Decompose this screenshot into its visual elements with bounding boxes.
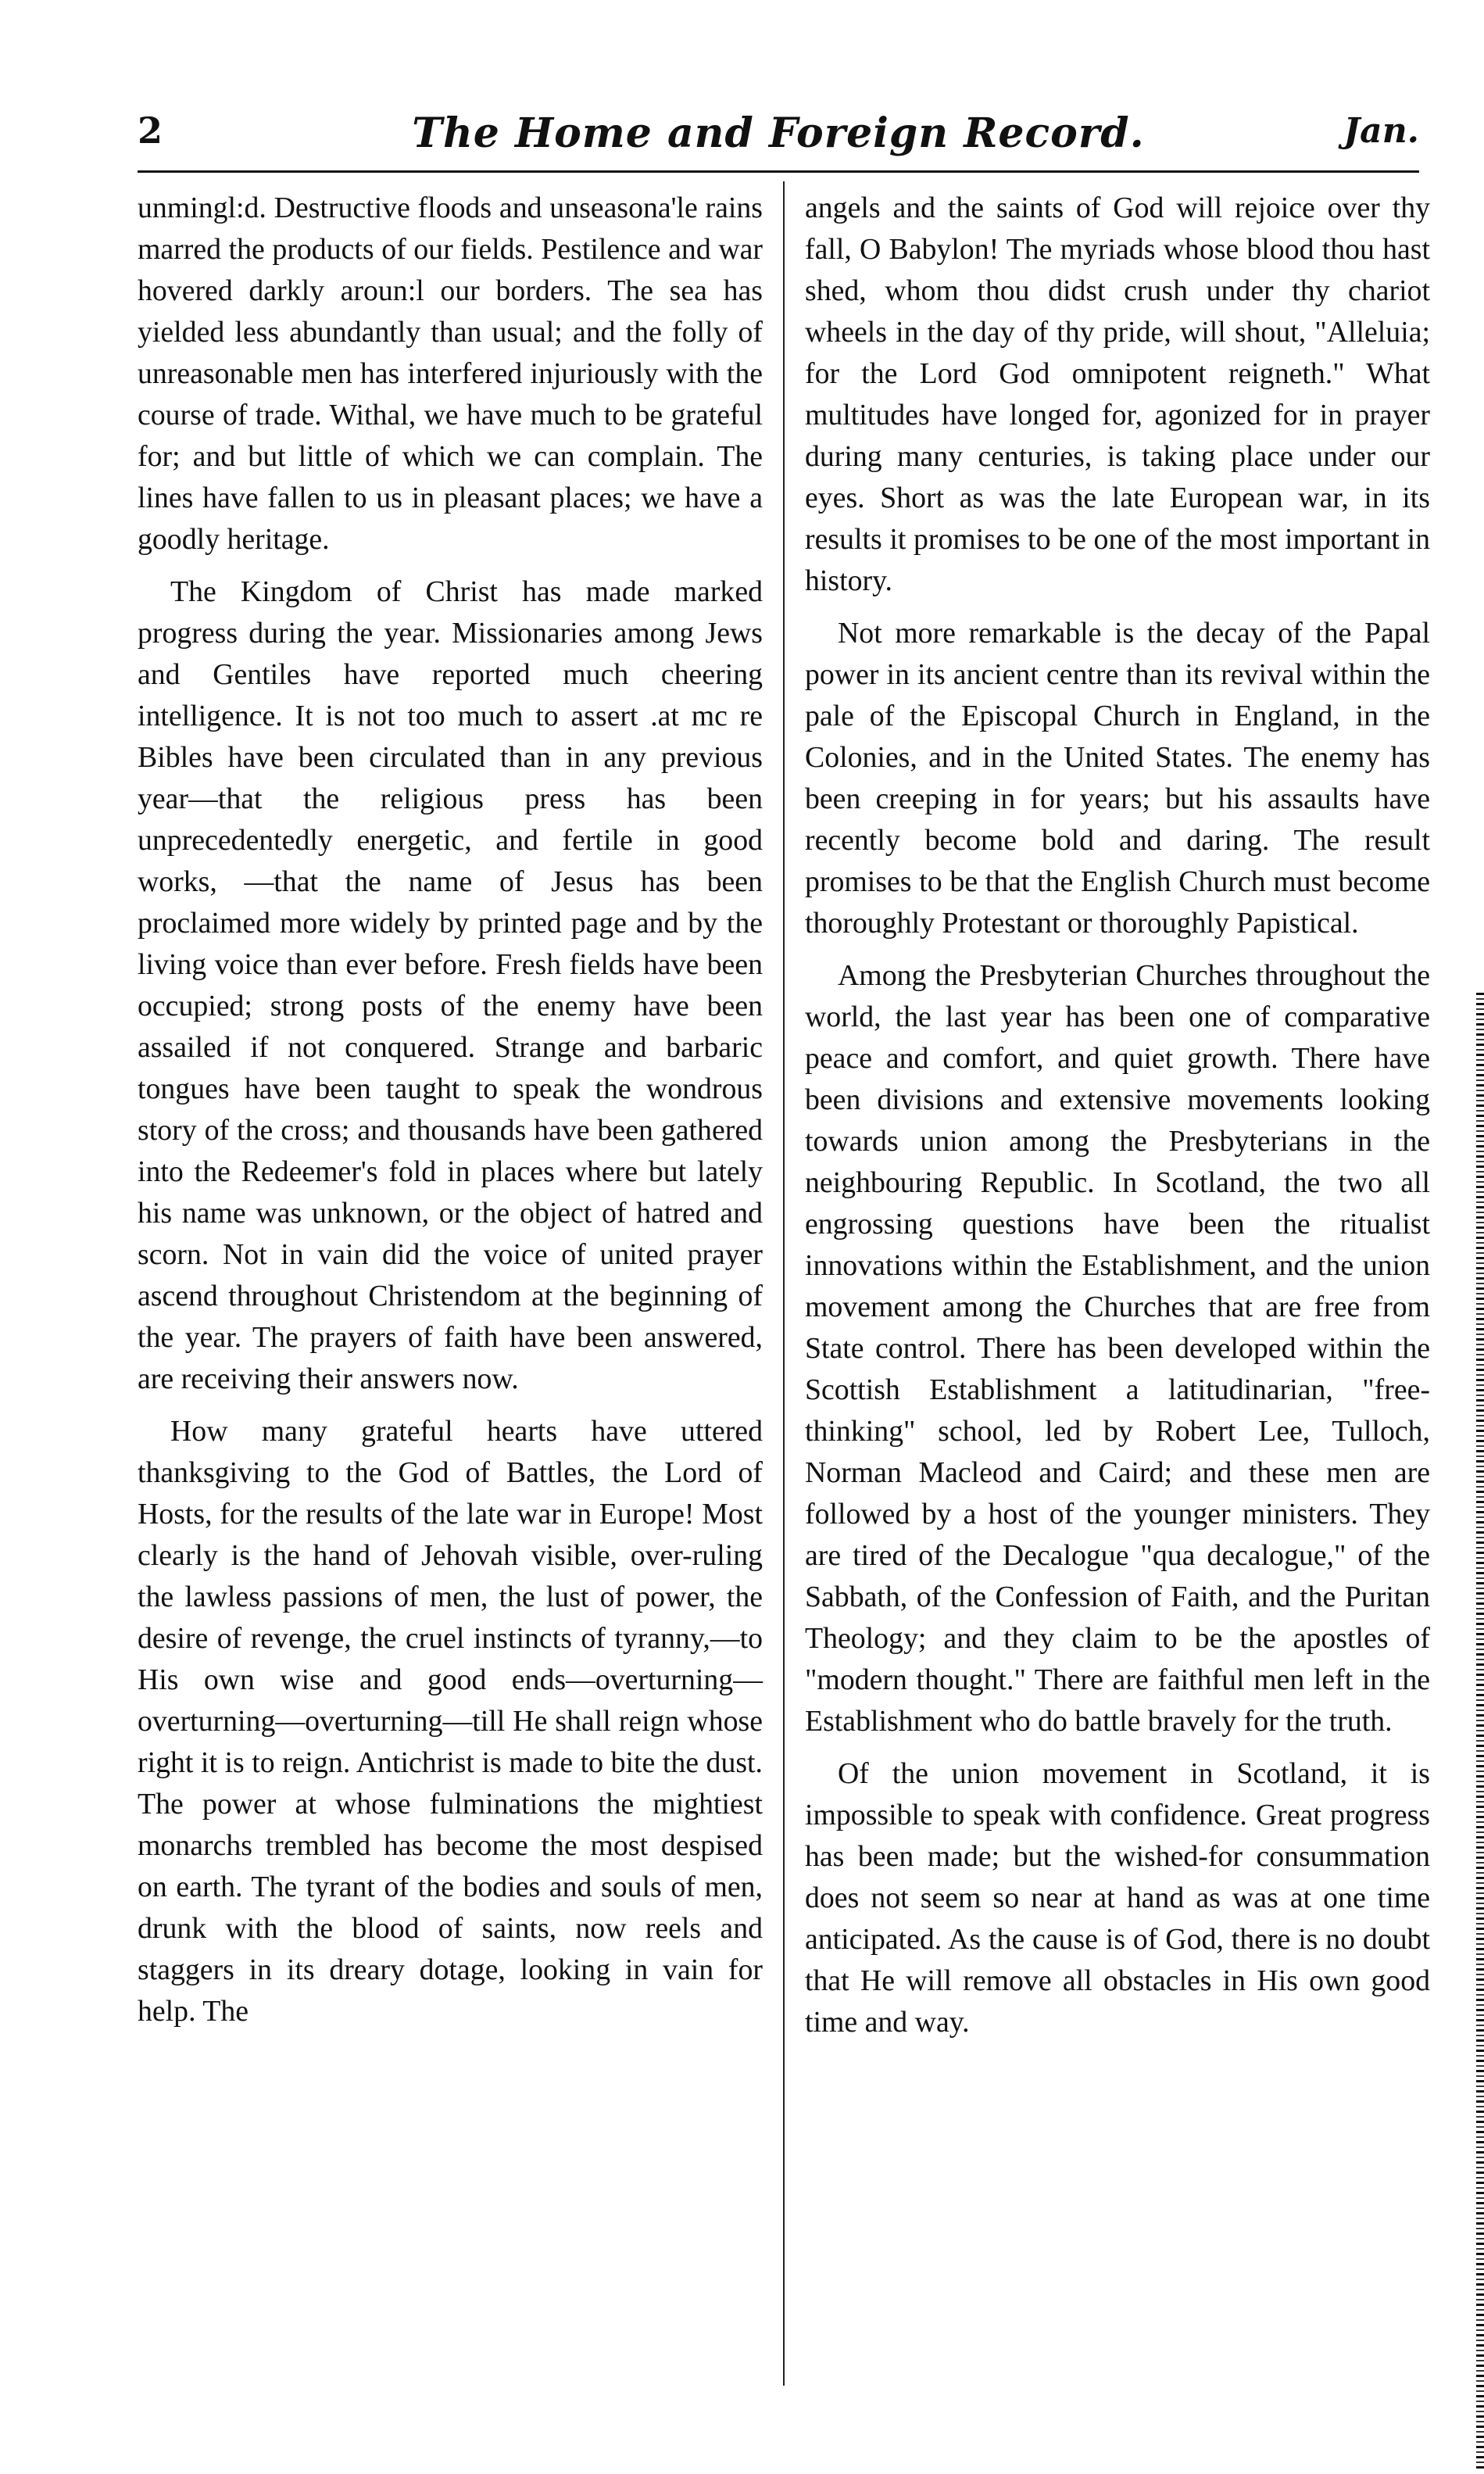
paragraph: Among the Presbyterian Churches throughout the world, the last year has been one of comparative peace and comfort, and quiet growth. There have been divisions and extensive movements looking towards union among the Presbyterians in the neighbouring Republic. In Scotland, the two all engrossing questions have been the ritualist innovations within the Establishment, and the union movement among the Churches that are free from State control. There has been developed within the Scottish Establishment a latitudinarian, "free-thinking" school, led by Robert Lee, Tulloch, Norman Macleod and Caird; and these men are followed by a host of the younger ministers. They are tired of the Decalogue "qua decalogue," of the Sabbath, of the Confession of Faith, and the Puritan Theology; and they claim to be the apostles of "modern thought." There are faithful men left in the Establishment who do battle bravely for the truth. bbox=[805, 959, 1430, 1738]
header-rule bbox=[138, 170, 1419, 173]
paragraph: The Kingdom of Christ has made marked progress during the year. Missionaries among Jews and Gentiles have reported much cheering intelligence. It is not too much to assert .at mc re Bibles have been circulated than in any previous year—that the religious press has been unprecedentedly energetic, and fertile in good works, —that the name of Jesus has been proclaimed more widely by printed page and by the living voice than ever before. Fresh fields have been occupied; strong posts of the enemy have been assailed if not conquered. Strange and barbaric tongues have been taught to speak the wondrous story of the cross; and thousands have been gathered into the Redeemer's fold in places where but lately his name was unknown, or the object of hatred and scorn. Not in vain did the voice of united prayer ascend throughout Christendom at the beginning of the year. The prayers of faith have been answered, are receiving their answers now. bbox=[138, 575, 763, 1395]
column-divider bbox=[783, 181, 785, 2386]
paragraph: Of the union movement in Scotland, it is impossible to speak with confidence. Great progress has been made; but the wished-for consummation does not seem so near at hand as was at one time anticipated. As the cause is of God, there is no doubt that He will remove all obstacles in His own good time and way. bbox=[805, 1757, 1430, 2039]
page-number: 2 bbox=[138, 109, 163, 152]
running-header bbox=[138, 109, 1419, 172]
paragraph: unmingl:d. Destructive floods and unseasona'le rains marred the products of our fields. Pestilence and war hovered darkly aroun:l our borders. The sea has yielded less abundantly than usual; and the folly of unreasonable men has interfered injuriously with the course of trade. Withal, we have much to be grateful for; and but little of which we can complain. The lines have fallen to us in pleasant places; we have a goodly heritage. bbox=[138, 192, 763, 556]
paragraph: angels and the saints of God will rejoice over thy fall, O Babylon! The myriads whose blood thou hast shed, whom thou didst crush under thy chariot wheels in the day of thy pride, will shout, "Alleluia; for the Lord God omnipotent reigneth." What multitudes have longed for, agonized for in prayer during many centuries, is taking place under our eyes. Short as was the late European war, in its results it promises to be one of the most important in history. bbox=[805, 192, 1430, 597]
journal-title: The Home and Foreign Record. bbox=[412, 109, 1145, 157]
paragraph: How many grateful hearts have uttered thanksgiving to the God of Battles, the Lord of Hosts, for the results of the late war in Europe! Most clearly is the hand of Jehovah visible, over-ruling the lawless passions of men, the lust of power, the desire of revenge, the cruel instincts of tyranny,—to His own wise and good ends—overturning—overturning—overturning—till He shall reign whose right it is to reign. Antichrist is made to bite the dust. The power at whose fulminations the mightiest monarchs trembled has become the most despised on earth. The tyrant of the bodies and souls of men, drunk with the blood of saints, now reels and staggers in its dreary dotage, looking in vain for help. The bbox=[138, 1415, 763, 2028]
left-column bbox=[138, 188, 763, 2043]
page-edge-binding bbox=[1476, 993, 1484, 2470]
paragraph: Not more remarkable is the decay of the Papal power in its ancient centre than its revival within the pale of the Episcopal Church in England, in the Colonies, and in the United States. The enemy has been creeping in for years; but his assaults have recently become bold and daring. The result promises to be that the English Church must become thoroughly Protestant or thoroughly Papistical. bbox=[805, 617, 1430, 940]
right-column bbox=[805, 188, 1430, 2054]
issue-month: Jan. bbox=[1343, 111, 1419, 151]
